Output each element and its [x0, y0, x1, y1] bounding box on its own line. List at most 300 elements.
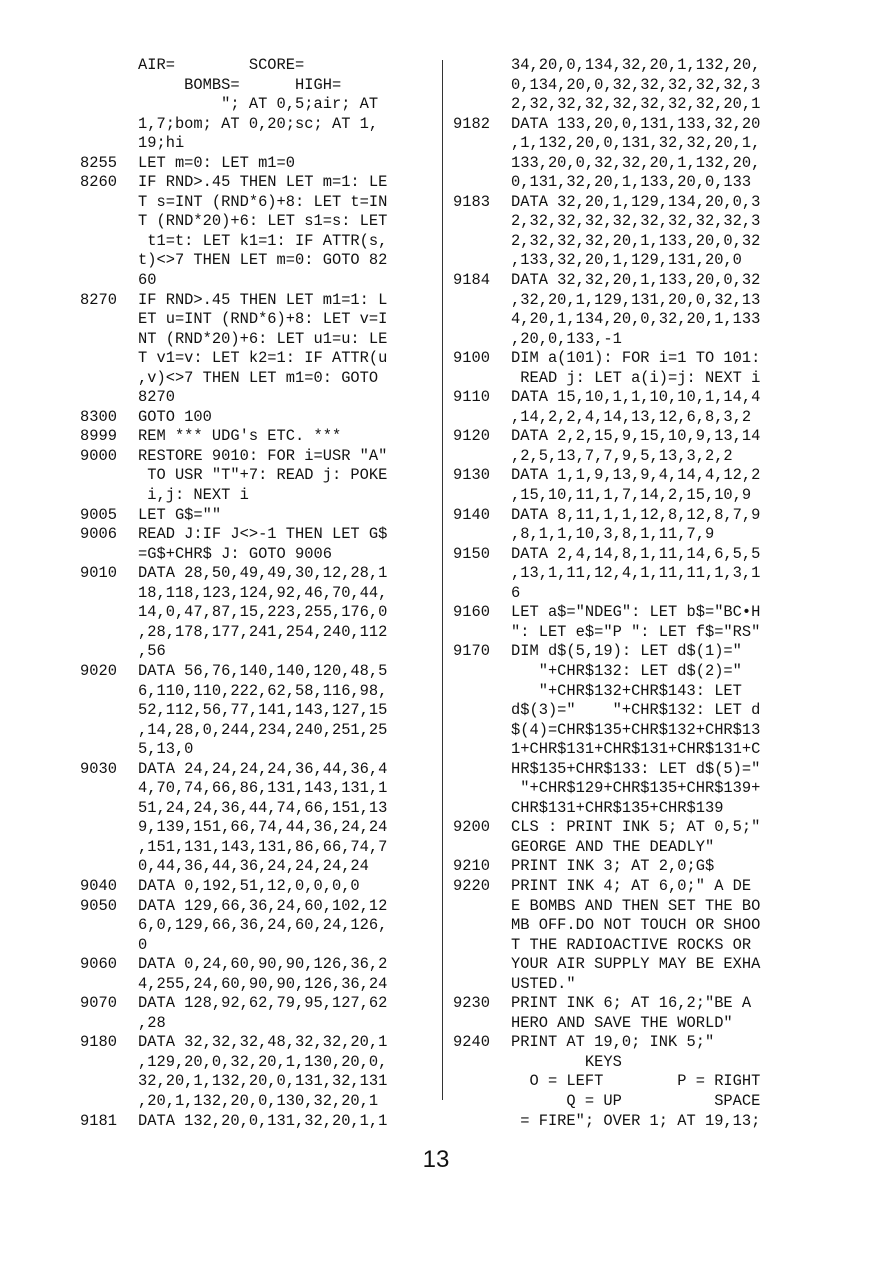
line-number — [80, 466, 138, 486]
line-number: 9050 — [80, 896, 117, 915]
code-text: DATA 2,2,15,9,15,10,9,13,14 — [511, 427, 761, 446]
code-text: GOTO 100 — [138, 407, 212, 426]
code-line — [453, 134, 808, 154]
line-number: 9230 — [453, 994, 490, 1013]
code-text: T THE RADIOACTIVE ROCKS OR — [511, 935, 752, 954]
code-line — [80, 310, 435, 330]
code-text: ,v)<>7 THEN LET m1=0: GOTO — [138, 368, 379, 387]
code-text: GEORGE AND THE DEADLY" — [511, 837, 715, 856]
code-line — [80, 584, 435, 604]
code-text: T s=INT (RND*6)+8: LET t=IN — [138, 192, 388, 211]
code-text: DATA 133,20,0,131,133,32,20 — [511, 114, 761, 133]
code-line — [80, 564, 435, 584]
line-number — [453, 955, 511, 975]
code-line — [453, 721, 808, 741]
code-line — [453, 662, 808, 682]
code-text: PRINT AT 19,0; INK 5;" — [511, 1033, 715, 1052]
code-line — [80, 525, 435, 545]
code-line — [453, 603, 808, 623]
code-line — [80, 330, 435, 350]
code-line — [453, 916, 808, 936]
code-text: DATA 0,192,51,12,0,0,0,0 — [138, 876, 360, 895]
code-line — [80, 799, 435, 819]
code-line — [453, 154, 808, 174]
line-number — [453, 1053, 511, 1073]
code-text: 4,20,1,134,20,0,32,20,1,133 — [511, 310, 761, 329]
code-line — [453, 271, 808, 291]
code-line — [80, 76, 435, 96]
code-line — [80, 838, 435, 858]
line-number — [80, 838, 138, 858]
code-text: 6 — [511, 583, 521, 602]
code-text: DATA 128,92,62,79,95,127,62 — [138, 994, 388, 1013]
code-text: ,56 — [138, 642, 166, 661]
line-number — [80, 975, 138, 995]
code-line — [80, 642, 435, 662]
code-line — [453, 1033, 808, 1053]
line-number — [80, 721, 138, 741]
code-text: LET a$="NDEG": LET b$="BC•H — [511, 603, 761, 622]
code-line — [80, 212, 435, 232]
code-text: DATA 8,11,1,1,12,8,12,8,7,9 — [511, 505, 761, 524]
line-number: 9130 — [453, 466, 490, 485]
line-number: 9030 — [80, 759, 117, 778]
code-text: 2,32,32,32,32,32,32,32,32,3 — [511, 212, 761, 231]
line-number — [453, 447, 511, 467]
line-number: 8255 — [80, 153, 117, 172]
code-line — [80, 916, 435, 936]
line-number: 9170 — [453, 642, 490, 661]
line-number — [80, 271, 138, 291]
line-number — [453, 897, 511, 917]
line-number — [80, 330, 138, 350]
code-line — [80, 232, 435, 252]
code-line — [80, 506, 435, 526]
line-number — [80, 486, 138, 506]
code-line — [453, 857, 808, 877]
code-line — [453, 95, 808, 115]
code-line — [453, 310, 808, 330]
line-number — [80, 76, 138, 96]
code-text: t)<>7 THEN LET m=0: GOTO 82 — [138, 251, 388, 270]
code-line — [80, 760, 435, 780]
code-text: CLS : PRINT INK 5; AT 0,5;" — [511, 818, 761, 837]
code-text: DATA 28,50,49,49,30,12,28,1 — [138, 564, 388, 583]
code-line — [80, 271, 435, 291]
code-text: E BOMBS AND THEN SET THE BO — [511, 896, 761, 915]
code-text: $(4)=CHR$135+CHR$132+CHR$13 — [511, 720, 761, 739]
code-line — [453, 349, 808, 369]
code-text: 2,32,32,32,20,1,133,20,0,32 — [511, 231, 761, 250]
line-number: 9005 — [80, 505, 117, 524]
code-line — [80, 1092, 435, 1112]
code-text: MB OFF.DO NOT TOUCH OR SHOO — [511, 916, 761, 935]
code-line — [80, 897, 435, 917]
line-number: 9220 — [453, 876, 490, 895]
code-line — [453, 701, 808, 721]
line-number — [453, 623, 511, 643]
line-number: 8300 — [80, 407, 117, 426]
line-number: 9184 — [453, 271, 490, 290]
code-text: 18,118,123,124,92,46,70,44, — [138, 583, 388, 602]
code-text: 19;hi — [138, 134, 185, 153]
code-text: 52,112,56,77,141,143,127,15 — [138, 701, 388, 720]
code-text: IF RND>.45 THEN LET m=1: LE — [138, 173, 388, 192]
code-line — [453, 1112, 808, 1132]
code-line — [80, 1033, 435, 1053]
code-line — [80, 486, 435, 506]
code-line — [453, 330, 808, 350]
code-text: 0 — [138, 935, 148, 954]
code-line — [453, 115, 808, 135]
code-text: 133,20,0,32,32,20,1,132,20, — [511, 153, 761, 172]
code-text: DATA 15,10,1,1,10,10,1,14,4 — [511, 388, 761, 407]
code-text: DATA 132,20,0,131,32,20,1,1 — [138, 1111, 388, 1130]
code-text: 2,32,32,32,32,32,32,32,20,1 — [511, 95, 761, 114]
code-line — [453, 427, 808, 447]
code-line — [453, 232, 808, 252]
line-number — [453, 134, 511, 154]
code-line — [80, 955, 435, 975]
code-line — [453, 408, 808, 428]
code-text: DATA 32,32,20,1,133,20,0,32 — [511, 271, 761, 290]
code-line — [453, 1092, 808, 1112]
code-text: i,j: NEXT i — [138, 486, 249, 505]
code-line — [453, 56, 808, 76]
code-text: 51,24,24,36,44,74,66,151,13 — [138, 798, 388, 817]
line-number: 9070 — [80, 994, 117, 1013]
code-line — [453, 877, 808, 897]
code-text: YOUR AIR SUPPLY MAY BE EXHA — [511, 955, 761, 974]
line-number: 9183 — [453, 192, 490, 211]
code-line — [453, 466, 808, 486]
code-text: DATA 129,66,36,24,60,102,12 — [138, 896, 388, 915]
line-number — [80, 623, 138, 643]
line-number: 8999 — [80, 427, 117, 446]
code-text: KEYS — [511, 1052, 622, 1071]
code-line — [453, 818, 808, 838]
code-line — [453, 936, 808, 956]
code-line — [453, 525, 808, 545]
code-line — [453, 623, 808, 643]
code-text: LET G$="" — [138, 505, 222, 524]
code-line — [80, 349, 435, 369]
code-text: DATA 0,24,60,90,90,126,36,2 — [138, 955, 388, 974]
code-text: ,133,32,20,1,129,131,20,0 — [511, 251, 742, 270]
code-text: READ J:IF J<>-1 THEN LET G$ — [138, 525, 388, 544]
code-line — [80, 193, 435, 213]
code-line — [80, 56, 435, 76]
line-number — [80, 349, 138, 369]
code-text: LET m=0: LET m1=0 — [138, 153, 296, 172]
code-line — [80, 154, 435, 174]
code-text: PRINT INK 3; AT 2,0;G$ — [511, 857, 715, 876]
line-number — [453, 721, 511, 741]
line-number: 8260 — [80, 173, 117, 192]
code-text: IF RND>.45 THEN LET m1=1: L — [138, 290, 388, 309]
code-text: T v1=v: LET k2=1: IF ATTR(u — [138, 349, 388, 368]
code-text: 8270 — [138, 388, 175, 407]
line-number — [453, 76, 511, 96]
code-text: DIM d$(5,19): LET d$(1)=" — [511, 642, 742, 661]
code-line — [453, 388, 808, 408]
code-line — [453, 740, 808, 760]
page-number: 13 — [422, 1146, 450, 1173]
line-number: 9000 — [80, 446, 117, 465]
line-number — [453, 799, 511, 819]
code-text: READ j: LET a(i)=j: NEXT i — [511, 368, 761, 387]
code-text: = FIRE"; OVER 1; AT 19,13; — [511, 1111, 761, 1130]
code-line — [80, 291, 435, 311]
line-number — [453, 936, 511, 956]
code-text: 1,7;bom; AT 0,20;sc; AT 1, — [138, 114, 379, 133]
line-number: 9160 — [453, 603, 490, 622]
code-text: ,20,1,132,20,0,130,32,20,1 — [138, 1091, 379, 1110]
line-number — [80, 193, 138, 213]
line-number — [453, 56, 511, 76]
code-line — [453, 682, 808, 702]
code-line — [453, 994, 808, 1014]
code-text: ": LET e$="P ": LET f$="RS" — [511, 622, 761, 641]
code-line — [453, 212, 808, 232]
code-text: Q = UP SPACE — [511, 1091, 761, 1110]
line-number: 9240 — [453, 1033, 490, 1052]
code-text: 1+CHR$131+CHR$131+CHR$131+C — [511, 740, 761, 759]
code-line — [453, 955, 808, 975]
code-text: 34,20,0,134,32,20,1,132,20, — [511, 56, 761, 74]
code-line — [80, 1053, 435, 1073]
code-text: BOMBS= HIGH= — [138, 75, 342, 94]
code-text: DATA 1,1,9,13,9,4,14,4,12,2 — [511, 466, 761, 485]
line-number — [80, 779, 138, 799]
code-text: DATA 32,32,32,48,32,32,20,1 — [138, 1033, 388, 1052]
code-text: ,14,2,2,4,14,13,12,6,8,3,2 — [511, 407, 752, 426]
line-number — [80, 388, 138, 408]
code-text: "+CHR$129+CHR$135+CHR$139+ — [511, 779, 761, 798]
code-line — [453, 486, 808, 506]
line-number — [453, 232, 511, 252]
line-number: 9010 — [80, 564, 117, 583]
code-line — [453, 76, 808, 96]
line-number — [80, 1053, 138, 1073]
code-text: "; AT 0,5;air; AT — [138, 95, 379, 114]
code-line — [80, 95, 435, 115]
line-number — [80, 916, 138, 936]
code-text: ,28 — [138, 1013, 166, 1032]
line-number: 9180 — [80, 1033, 117, 1052]
line-number — [453, 1112, 511, 1132]
line-number — [453, 1072, 511, 1092]
code-line — [80, 173, 435, 193]
code-text: 6,0,129,66,36,24,60,24,126, — [138, 916, 388, 935]
code-line — [80, 1072, 435, 1092]
line-number — [453, 291, 511, 311]
line-number — [80, 310, 138, 330]
line-number — [80, 369, 138, 389]
code-text: ,28,178,177,241,254,240,112 — [138, 622, 388, 641]
code-line — [80, 779, 435, 799]
code-line — [80, 1112, 435, 1132]
line-number — [453, 1092, 511, 1112]
line-number: 9210 — [453, 857, 490, 876]
code-line — [80, 115, 435, 135]
line-number: 9150 — [453, 544, 490, 563]
code-text: HR$135+CHR$133: LET d$(5)=" — [511, 759, 761, 778]
column-divider — [442, 60, 443, 1100]
code-line — [80, 545, 435, 565]
line-number: 9120 — [453, 427, 490, 446]
code-line — [453, 369, 808, 389]
line-number — [453, 740, 511, 760]
line-number — [453, 251, 511, 271]
code-text: PRINT INK 4; AT 6,0;" A DE — [511, 876, 752, 895]
code-line — [80, 388, 435, 408]
line-number: 9006 — [80, 525, 117, 544]
code-text: DATA 56,76,140,140,120,48,5 — [138, 661, 388, 680]
code-line — [453, 1014, 808, 1034]
code-text: 14,0,47,87,15,223,255,176,0 — [138, 603, 388, 622]
code-line — [80, 662, 435, 682]
code-text: ,15,10,11,1,7,14,2,15,10,9 — [511, 486, 752, 505]
code-text: T (RND*20)+6: LET s1=s: LET — [138, 212, 388, 231]
line-number — [453, 779, 511, 799]
line-number — [453, 408, 511, 428]
code-text: USTED." — [511, 974, 576, 993]
code-text: RESTORE 9010: FOR i=USR "A" — [138, 446, 388, 465]
line-number — [80, 799, 138, 819]
code-line — [453, 584, 808, 604]
code-line — [453, 897, 808, 917]
line-number — [80, 1072, 138, 1092]
line-number — [453, 662, 511, 682]
line-number — [453, 701, 511, 721]
code-line — [453, 564, 808, 584]
code-text: ,151,131,143,131,86,66,74,7 — [138, 837, 388, 856]
code-text: ,2,5,13,7,7,9,5,13,3,2,2 — [511, 446, 733, 465]
code-line — [80, 877, 435, 897]
line-number — [80, 1014, 138, 1034]
code-text: ,14,28,0,244,234,240,251,25 — [138, 720, 388, 739]
line-number — [453, 975, 511, 995]
line-number: 9020 — [80, 661, 117, 680]
code-line — [80, 1014, 435, 1034]
code-text: HERO AND SAVE THE WORLD" — [511, 1013, 733, 1032]
code-text: 32,20,1,132,20,0,131,32,131 — [138, 1072, 388, 1091]
code-text: 5,13,0 — [138, 740, 194, 759]
line-number — [453, 330, 511, 350]
code-line — [80, 682, 435, 702]
code-line — [80, 466, 435, 486]
line-number — [80, 740, 138, 760]
code-line — [453, 760, 808, 780]
code-line — [80, 818, 435, 838]
code-line — [453, 779, 808, 799]
code-text: 0,131,32,20,1,133,20,0,133 — [511, 173, 752, 192]
line-number — [80, 115, 138, 135]
line-number — [453, 95, 511, 115]
code-line — [453, 1072, 808, 1092]
code-line — [80, 369, 435, 389]
line-number: 9040 — [80, 876, 117, 895]
line-number — [80, 857, 138, 877]
code-line — [453, 1053, 808, 1073]
code-text: "+CHR$132: LET d$(2)=" — [511, 661, 742, 680]
line-number: 9140 — [453, 505, 490, 524]
code-text: =G$+CHR$ J: GOTO 9006 — [138, 544, 332, 563]
line-number — [80, 584, 138, 604]
code-text: 4,255,24,60,90,90,126,36,24 — [138, 974, 388, 993]
line-number — [453, 760, 511, 780]
line-number — [80, 642, 138, 662]
code-line — [80, 994, 435, 1014]
line-number — [453, 682, 511, 702]
code-line — [80, 447, 435, 467]
line-number: 9110 — [453, 388, 490, 407]
code-line — [80, 740, 435, 760]
code-line — [80, 623, 435, 643]
code-text: AIR= SCORE= — [138, 56, 305, 74]
code-line — [453, 838, 808, 858]
code-line — [453, 975, 808, 995]
code-text: 9,139,151,66,74,44,36,24,24 — [138, 818, 388, 837]
line-number — [453, 486, 511, 506]
line-number — [80, 682, 138, 702]
code-line — [80, 251, 435, 271]
line-number: 9060 — [80, 955, 117, 974]
line-number — [80, 936, 138, 956]
code-line — [80, 408, 435, 428]
code-text: 6,110,110,222,62,58,116,98, — [138, 681, 388, 700]
code-text: DATA 32,20,1,129,134,20,0,3 — [511, 192, 761, 211]
code-text: DATA 24,24,24,24,36,44,36,4 — [138, 759, 388, 778]
code-line — [453, 799, 808, 819]
code-line — [453, 642, 808, 662]
code-line — [453, 251, 808, 271]
line-number: 9100 — [453, 349, 490, 368]
line-number — [453, 212, 511, 232]
code-line — [80, 134, 435, 154]
code-line — [80, 936, 435, 956]
line-number — [453, 154, 511, 174]
code-text: DIM a(101): FOR i=1 TO 101: — [511, 349, 761, 368]
code-line — [453, 173, 808, 193]
line-number — [453, 310, 511, 330]
code-text: d$(3)=" "+CHR$132: LET d — [511, 701, 761, 720]
code-text: ET u=INT (RND*6)+8: LET v=I — [138, 310, 388, 329]
line-number — [453, 916, 511, 936]
line-number — [80, 134, 138, 154]
code-line — [80, 701, 435, 721]
line-number — [453, 369, 511, 389]
code-text: CHR$131+CHR$135+CHR$139 — [511, 798, 724, 817]
code-text: TO USR "T"+7: READ j: POKE — [138, 466, 388, 485]
line-number — [453, 1014, 511, 1034]
line-number — [453, 173, 511, 193]
line-number: 8270 — [80, 290, 117, 309]
line-number — [80, 701, 138, 721]
code-text: PRINT INK 6; AT 16,2;"BE A — [511, 994, 752, 1013]
code-text: 0,134,20,0,32,32,32,32,32,3 — [511, 75, 761, 94]
code-text: NT (RND*20)+6: LET u1=u: LE — [138, 329, 388, 348]
code-text: "+CHR$132+CHR$143: LET — [511, 681, 742, 700]
line-number — [80, 56, 138, 76]
line-number — [80, 251, 138, 271]
line-number — [80, 232, 138, 252]
code-text: REM *** UDG's ETC. *** — [138, 427, 342, 446]
code-line — [453, 545, 808, 565]
line-number — [453, 584, 511, 604]
line-number — [453, 564, 511, 584]
